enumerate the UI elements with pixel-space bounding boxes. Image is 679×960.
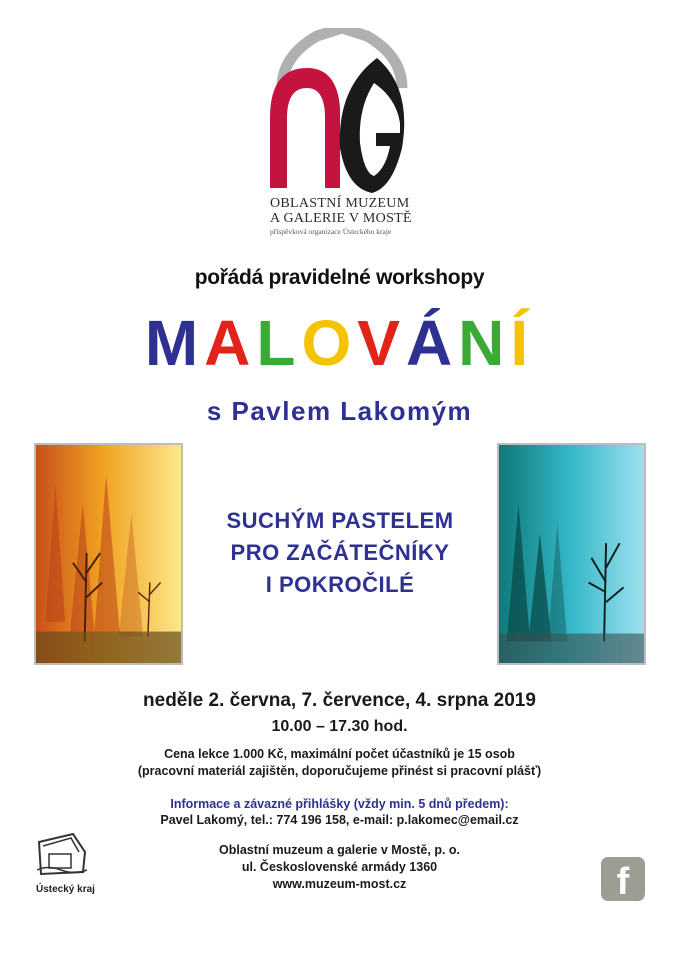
price-info: Cena lekce 1.000 Kč, maximální počet účastníků je 15 osob (164, 747, 515, 761)
event-hours: 10.00 – 17.30 hod. (271, 718, 408, 735)
title-letter: M (144, 307, 205, 379)
address-line-2: ul. Československé armády 1360 (241, 860, 438, 874)
course-line-2: PRO ZAČÁTEČNÍKY (230, 540, 450, 565)
museum-name-line1: OBLASTNÍ MUZEUM (270, 196, 410, 211)
museum-logo (262, 28, 422, 198)
painting-blue-trees (497, 443, 646, 665)
painting-autumn-trees (34, 443, 183, 665)
title-letter: A (204, 307, 257, 379)
facebook-icon[interactable] (601, 857, 645, 901)
museum-tagline: příspěvková organizace Ústeckého kraje (270, 227, 392, 236)
intro-text: pořádá pravidelné workshopy (194, 266, 485, 289)
title-letter: V (357, 307, 406, 379)
registration-info-title: Informace a závazné přihlášky (vždy min. 5 dnů předem): (170, 797, 509, 811)
course-line-3: I POKROČILÉ (265, 572, 415, 597)
subtitle: s Pavlem Lakomým (206, 396, 473, 426)
contact-info: Pavel Lakomý, tel.: 774 196 158, e-mail: p.lakomec@email.cz (160, 813, 519, 827)
title-letter: Í (510, 307, 535, 379)
event-title (0, 308, 679, 378)
facebook-f-glyph: f (616, 861, 630, 903)
title-letter: Á (405, 307, 459, 379)
material-info: (pracovní materiál zajištěn, doporučujeme přinést si pracovní plášť) (137, 764, 542, 778)
event-dates: neděle 2. června, 7. července, 4. srpna 2019 (143, 690, 536, 711)
title-letter: L (256, 307, 302, 379)
title-letter: N (458, 307, 511, 379)
museum-name-line2: A GALERIE V MOSTĚ (270, 211, 412, 226)
region-logo-icon (33, 832, 91, 877)
address-line-1: Oblastní muzeum a galerie v Mostě, p. o. (218, 843, 461, 857)
course-line-1: SUCHÝM PASTELEM (226, 508, 454, 533)
title-letter: O (301, 307, 358, 379)
region-logo-label: Ústecký kraj (36, 884, 95, 895)
website-link[interactable]: www.muzeum-most.cz (272, 877, 407, 891)
